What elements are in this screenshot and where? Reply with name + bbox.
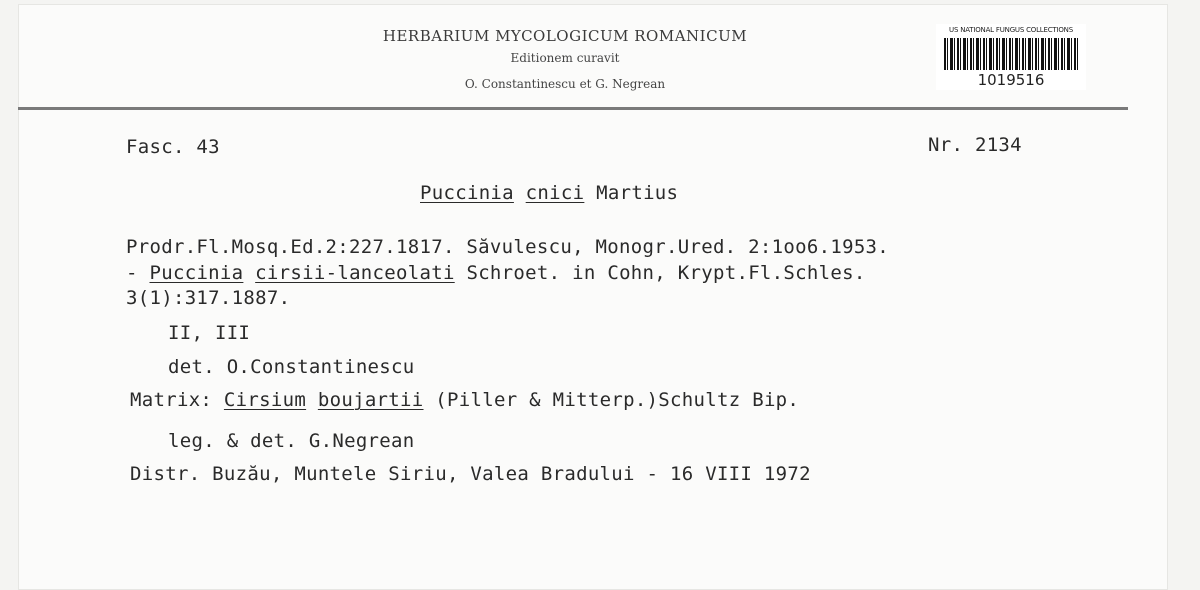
- determiner: det. O.Constantinescu: [168, 356, 415, 378]
- citation-line-1: Prodr.Fl.Mosq.Ed.2:227.1817. Săvulescu, Monogr.Ured. 2:1oo6.1953.: [126, 236, 890, 258]
- editors-names: O. Constantinescu et G. Negrean: [464, 77, 666, 91]
- barcode-title: US NATIONAL FUNGUS COLLECTIONS: [949, 26, 1073, 34]
- matrix-prefix: Matrix:: [130, 389, 224, 411]
- herbarium-title: HERBARIUM MYCOLOGICUM ROMANICUM: [382, 27, 748, 45]
- specimen-number: Nr. 2134: [928, 134, 1022, 156]
- host-authority: (Piller & Mitterp.)Schultz Bip.: [423, 389, 800, 411]
- species-author: Martius: [584, 182, 679, 204]
- synonym-citation: Schroet. in Cohn, Krypt.Fl.Schles.: [454, 262, 866, 284]
- host-genus: Cirsium: [223, 389, 307, 411]
- collector: leg. & det. G.Negrean: [168, 430, 415, 452]
- species-epithet: cnici: [525, 182, 585, 204]
- herbarium-label-card: [18, 4, 1168, 590]
- header-divider: [18, 107, 1128, 110]
- synonym-epithet: cirsii-lanceolati: [255, 262, 455, 284]
- matrix-host: [130, 389, 799, 411]
- barcode-sticker: [936, 24, 1086, 90]
- host-epithet: boujartii: [317, 389, 424, 411]
- citation-line-3: 3(1):317.1887.: [126, 287, 291, 309]
- synonym-genus: Puccinia: [149, 262, 244, 284]
- barcode-icon: [944, 38, 1078, 70]
- synonym-prefix: -: [126, 262, 150, 284]
- editor-line: Editionem curavit: [510, 51, 620, 65]
- barcode-number: 1019516: [977, 71, 1045, 89]
- species-genus: Puccinia: [420, 182, 514, 204]
- citation-line-2: [126, 262, 866, 284]
- spore-stages: II, III: [168, 322, 251, 344]
- locality-date: Distr. Buzău, Muntele Siriu, Valea Bradului - 16 VIII 1972: [130, 463, 811, 485]
- species-name: [420, 182, 678, 204]
- fascicle-number: Fasc. 43: [126, 136, 220, 158]
